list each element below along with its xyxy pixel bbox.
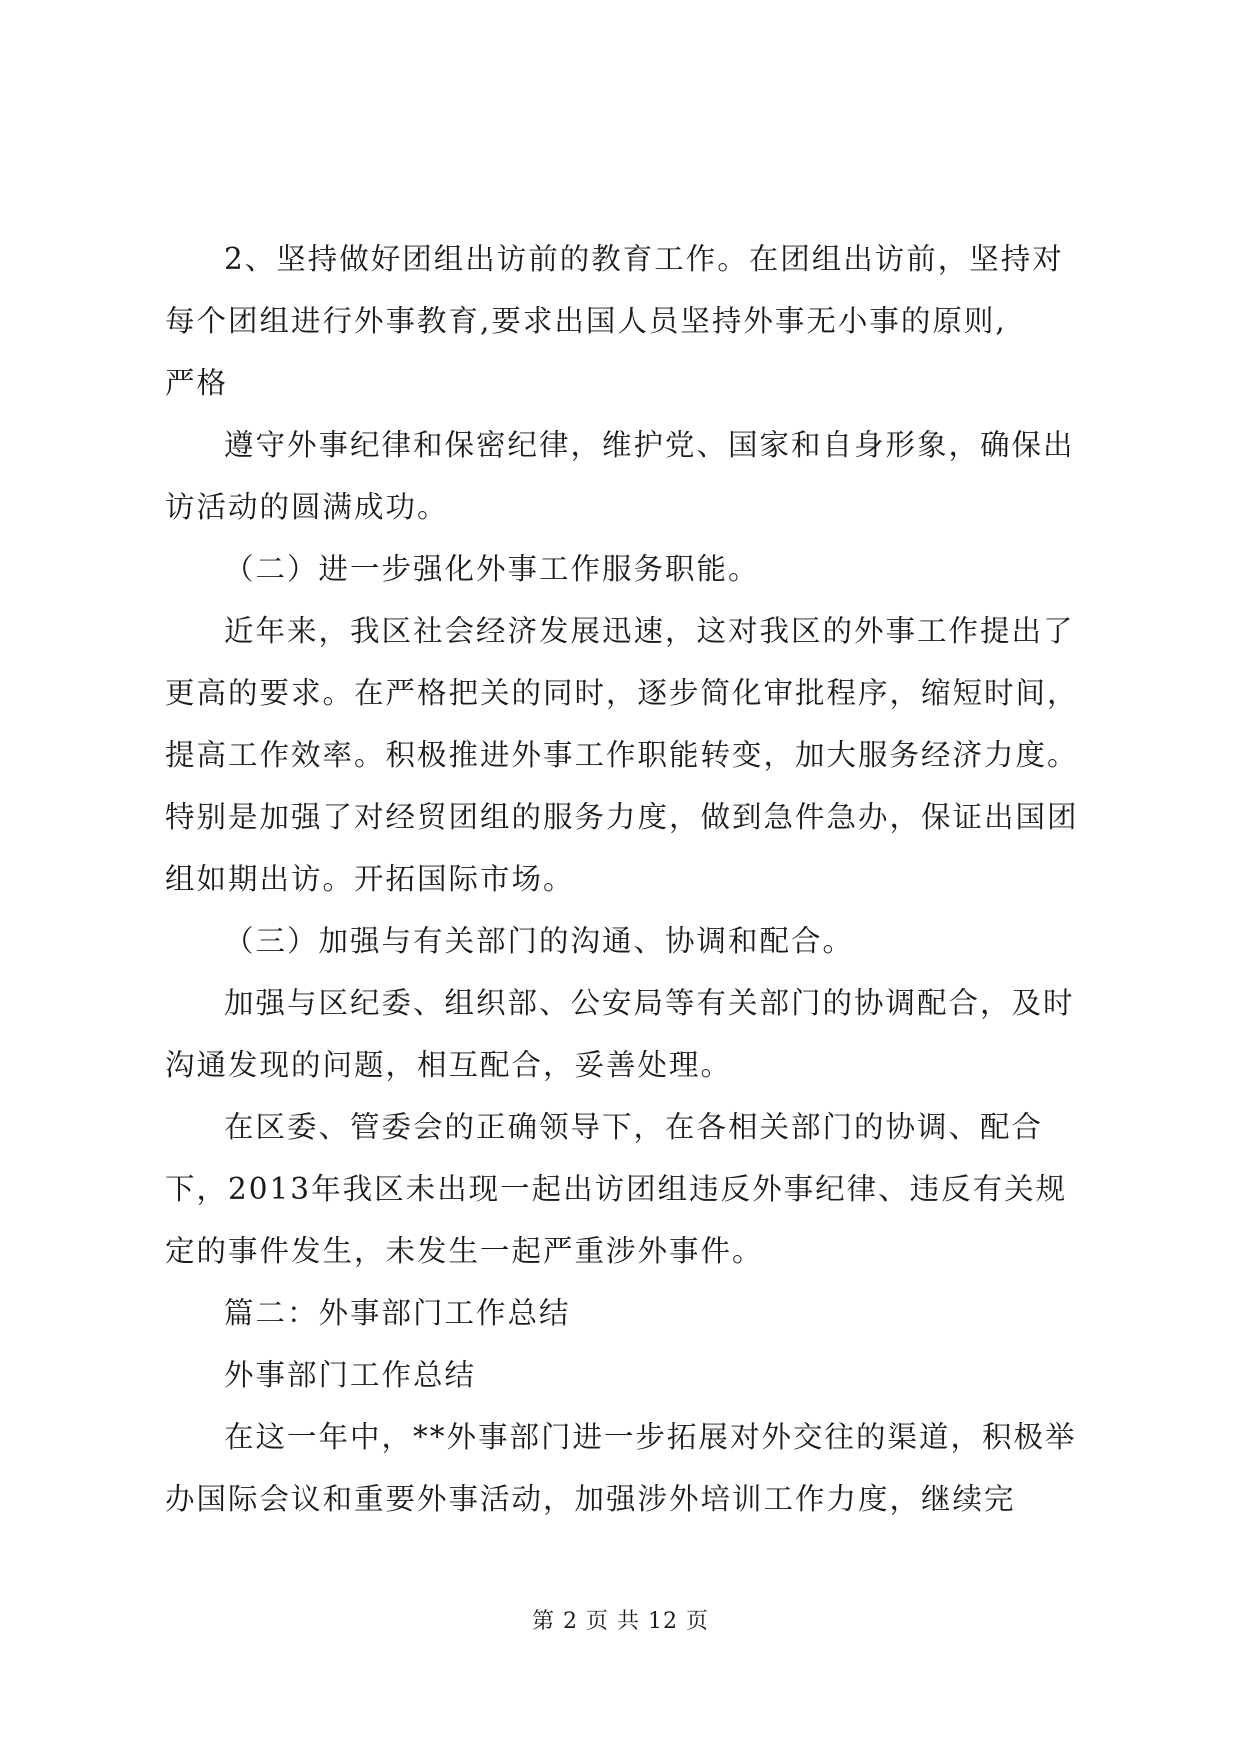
paragraph-strict: 严格	[165, 366, 229, 400]
page-number-footer: 第 2 页 共 12 页	[532, 1609, 709, 1634]
heading-coordination: （三）加强与有关部门的沟通、协调和配合。	[224, 924, 855, 958]
section-title-part-two: 篇二：外事部门工作总结	[224, 1296, 571, 1330]
document-body	[165, 228, 1090, 1530]
paragraph-discipline: 遵守外事纪律和保密纪律，维护党、国家和自身形象，确保出访活动的圆满成功。	[165, 428, 1075, 524]
subtitle-work-summary: 外事部门工作总结	[224, 1358, 477, 1392]
paragraph-year-summary: 在这一年中，**外事部门进一步拓展对外交往的渠道，积极举办国际会议和重要外事活动，加强涉外培训工作力度，继续完	[165, 1420, 1077, 1516]
paragraph-service-function: 近年来，我区社会经济发展迅速，这对我区的外事工作提出了更高的要求。在严格把关的同时，逐步简化审批程序，缩短时间，提高工作效率。积极推进外事工作职能转变，加大服务经济力度。特别是加强了对经贸团组的服务力度，做到急件急办，保证出国团组如期出访。开拓国际市场。	[165, 614, 1079, 896]
paragraph-coordination: 加强与区纪委、组织部、公安局等有关部门的协调配合，及时沟通发现的问题，相互配合，妥善处理。	[165, 986, 1075, 1082]
heading-service-function: （二）进一步强化外事工作服务职能。	[224, 552, 760, 586]
paragraph-leadership: 在区委、管委会的正确领导下，在各相关部门的协调、配合下，2013年我区未出现一起出访团组违反外事纪律、违反有关规定的事件发生，未发生一起严重涉外事件。	[165, 1110, 1068, 1268]
paragraph-education-before-visit: 2、坚持做好团组出访前的教育工作。在团组出访前，坚持对每个团组进行外事教育,要求出国人员坚持外事无小事的原则,	[165, 242, 1064, 338]
